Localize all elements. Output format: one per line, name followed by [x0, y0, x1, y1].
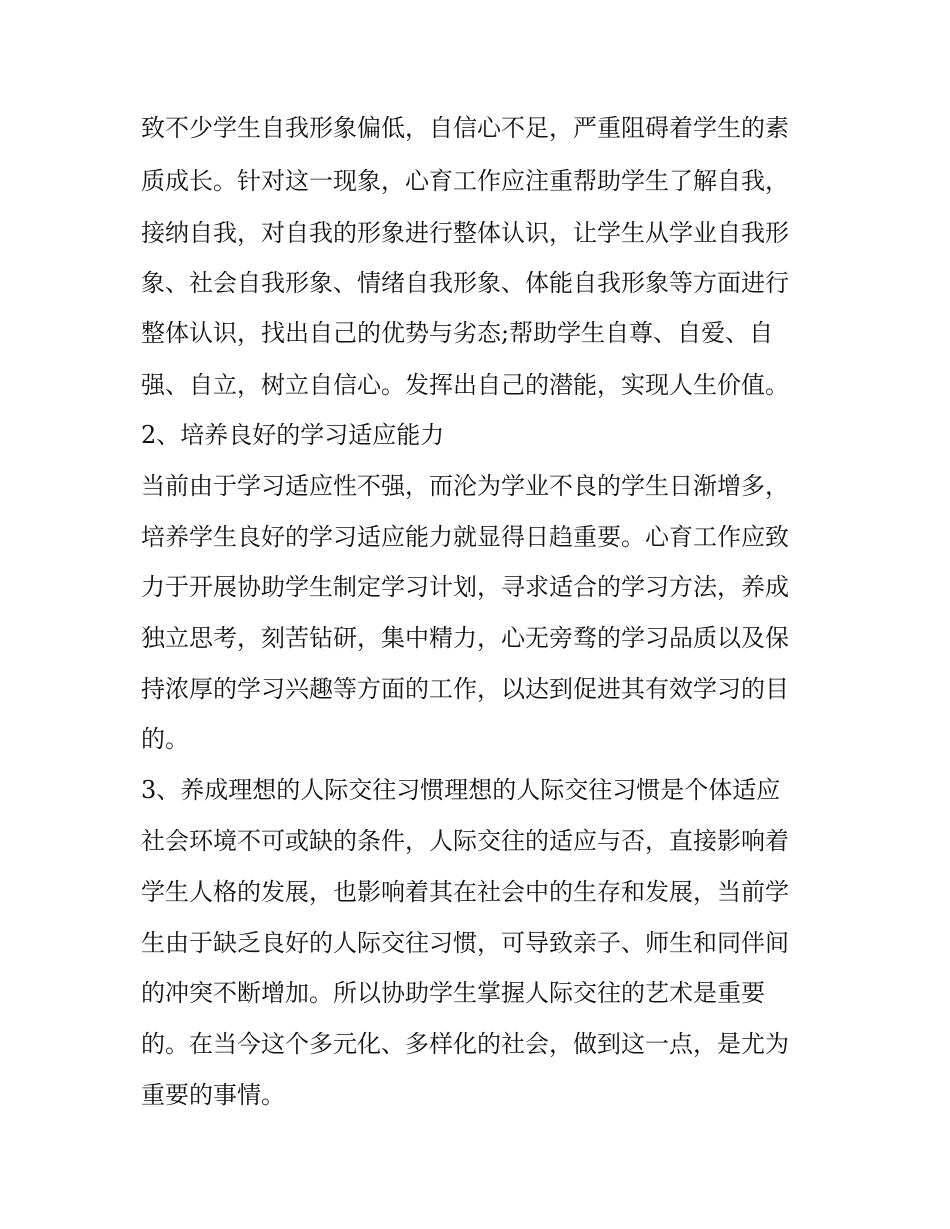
text-line: 生由于缺乏良好的人际交往习惯，可导致亲子、师生和同伴间	[141, 929, 789, 957]
text-line: 培养学生良好的学习适应能力就显得日趋重要。心育工作应致	[141, 523, 789, 551]
text-line: 独立思考，刻苦钻研，集中精力，心无旁骛的学习品质以及保	[141, 624, 789, 652]
text-line: 象、社会自我形象、情绪自我形象、体能自我形象等方面进行	[141, 269, 789, 297]
section-heading: 2、培养良好的学习适应能力	[141, 421, 445, 449]
text-line: 的冲突不断增加。所以协助学生掌握人际交往的艺术是重要	[141, 979, 765, 1007]
text-line: 强、自立，树立自信心。发挥出自己的潜能，实现人生价值。	[141, 371, 789, 399]
text-line: 的。	[141, 725, 189, 753]
text-line: 致不少学生自我形象偏低，自信心不足，严重阻碍着学生的素	[141, 114, 789, 142]
text-line: 的。在当今这个多元化、多样化的社会，做到这一点，是尤为	[141, 1030, 789, 1058]
text-line: 持浓厚的学习兴趣等方面的工作，以达到促进其有效学习的目	[141, 675, 789, 703]
text-line: 接纳自我，对自我的形象进行整体认识，让学生从学业自我形	[141, 219, 789, 247]
section-heading: 3、养成理想的人际交往习惯理想的人际交往习惯是个体适应	[141, 776, 781, 804]
text-line: 力于开展协助学生制定学习计划，寻求适合的学习方法，养成	[141, 573, 789, 601]
text-line: 整体认识，找出自己的优势与劣态;帮助学生自尊、自爱、自	[141, 319, 774, 347]
text-line: 社会环境不可或缺的条件，人际交往的适应与否，直接影响着	[141, 827, 789, 855]
text-line: 学生人格的发展，也影响着其在社会中的生存和发展，当前学	[141, 878, 789, 906]
text-line: 质成长。针对这一现象，心育工作应注重帮助学生了解自我，	[141, 167, 789, 195]
text-line: 重要的事情。	[141, 1081, 285, 1109]
text-line: 当前由于学习适应性不强，而沦为学业不良的学生日渐增多，	[141, 472, 789, 500]
